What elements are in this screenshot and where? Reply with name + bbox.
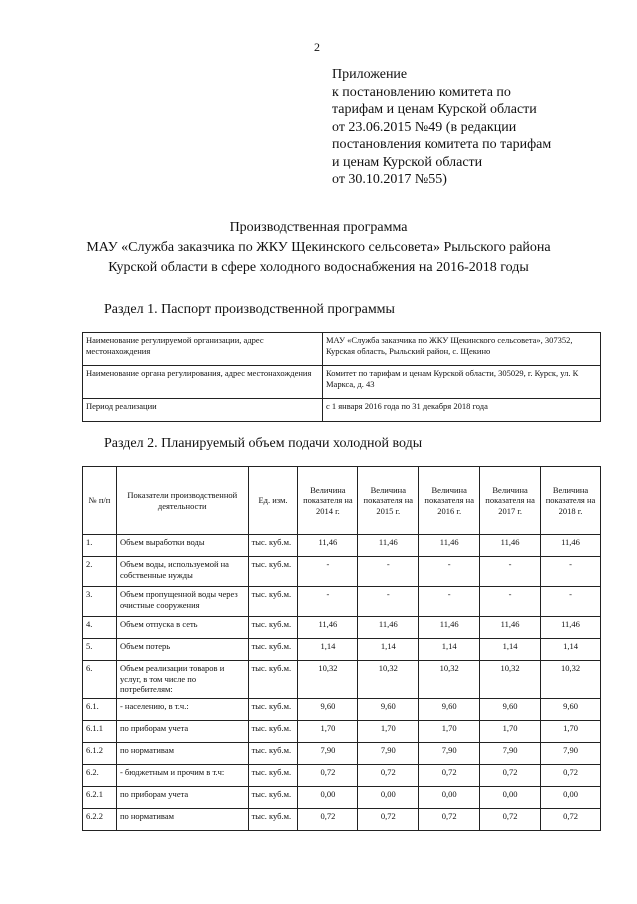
plan-cell-v2014: 1,14	[298, 639, 358, 661]
plan-cell-num: 6.	[83, 661, 117, 699]
plan-cell-name: Объем потерь	[116, 639, 248, 661]
plan-header-cell: Величина показателя на 2015 г.	[358, 467, 419, 535]
plan-cell-v2014: 7,90	[298, 743, 358, 765]
section1-title: Раздел 1. Паспорт производственной программы	[104, 302, 395, 317]
plan-cell-unit: тыс. куб.м.	[248, 557, 298, 587]
plan-cell-v2014: 10,32	[298, 661, 358, 699]
plan-cell-v2014: 1,70	[298, 721, 358, 743]
plan-cell-unit: тыс. куб.м.	[248, 721, 298, 743]
plan-cell-v2018: 1,70	[541, 721, 601, 743]
program-scope-line: Курской области в сфере холодного водоснабжения на 2016-2018 годы	[108, 260, 529, 275]
plan-cell-v2017: 9,60	[480, 699, 541, 721]
plan-cell-unit: тыс. куб.м.	[248, 765, 298, 787]
plan-cell-unit: тыс. куб.м.	[248, 809, 298, 831]
table-row	[83, 617, 601, 639]
plan-cell-v2016: 0,00	[419, 787, 480, 809]
plan-cell-num: 2.	[83, 557, 117, 587]
plan-cell-v2017: 7,90	[480, 743, 541, 765]
plan-cell-v2017: 0,72	[480, 765, 541, 787]
plan-cell-num: 6.1.1	[83, 721, 117, 743]
passport-label: Наименование регулируемой организации, адрес местонахождения	[83, 333, 323, 366]
passport-table	[82, 332, 601, 422]
plan-cell-num: 6.2.1	[83, 787, 117, 809]
plan-cell-v2015: 7,90	[358, 743, 419, 765]
plan-cell-v2015: 10,32	[358, 661, 419, 699]
passport-label: Наименование органа регулирования, адрес местонахождения	[83, 366, 323, 399]
page-number: 2	[314, 40, 320, 54]
table-row	[83, 557, 601, 587]
plan-cell-v2014: 0,72	[298, 809, 358, 831]
plan-header-cell: Ед. изм.	[248, 467, 298, 535]
plan-cell-v2016: -	[419, 587, 480, 617]
passport-row	[83, 399, 601, 422]
plan-cell-name: Объем пропущенной воды через очистные сооружения	[116, 587, 248, 617]
plan-cell-name: по нормативам	[116, 809, 248, 831]
plan-cell-v2017: 10,32	[480, 661, 541, 699]
table-row	[83, 587, 601, 617]
plan-cell-v2014: -	[298, 587, 358, 617]
table-row	[83, 639, 601, 661]
table-row	[83, 721, 601, 743]
appendix-line: Приложение	[332, 67, 408, 82]
plan-cell-v2016: 10,32	[419, 661, 480, 699]
plan-cell-v2015: 1,70	[358, 721, 419, 743]
plan-cell-name: Объем отпуска в сеть	[116, 617, 248, 639]
plan-cell-num: 6.2.	[83, 765, 117, 787]
plan-cell-v2015: 0,72	[358, 809, 419, 831]
table-row	[83, 661, 601, 699]
plan-cell-v2016: 11,46	[419, 617, 480, 639]
plan-cell-v2018: -	[541, 587, 601, 617]
plan-cell-v2018: 0,72	[541, 765, 601, 787]
table-row	[83, 809, 601, 831]
plan-cell-v2014: 11,46	[298, 535, 358, 557]
plan-cell-v2017: -	[480, 587, 541, 617]
plan-cell-name: по приборам учета	[116, 787, 248, 809]
plan-cell-v2018: -	[541, 557, 601, 587]
plan-cell-unit: тыс. куб.м.	[248, 743, 298, 765]
plan-cell-unit: тыс. куб.м.	[248, 787, 298, 809]
plan-cell-unit: тыс. куб.м.	[248, 699, 298, 721]
program-title: Производственная программа	[229, 220, 408, 235]
plan-cell-v2017: 1,70	[480, 721, 541, 743]
appendix-line: к постановлению комитета по	[332, 84, 511, 100]
plan-cell-v2015: 0,72	[358, 765, 419, 787]
appendix-line: от 23.06.2015 №49 (в редакции	[332, 119, 517, 135]
plan-cell-name: - населению, в т.ч.:	[116, 699, 248, 721]
plan-cell-v2017: 0,00	[480, 787, 541, 809]
plan-cell-v2017: 1,14	[480, 639, 541, 661]
plan-header-cell: № п/п	[83, 467, 117, 535]
plan-cell-v2015: 9,60	[358, 699, 419, 721]
appendix-line: от 30.10.2017 №55)	[332, 172, 447, 187]
passport-value: МАУ «Служба заказчика по ЖКУ Щекинского сельсовета», 307352, Курская область, Рыльский район, с. Щекино	[323, 333, 601, 366]
plan-cell-name: - бюджетным и прочим в т.ч:	[116, 765, 248, 787]
plan-cell-num: 6.1.	[83, 699, 117, 721]
plan-cell-v2014: 9,60	[298, 699, 358, 721]
passport-value: с 1 января 2016 года по 31 декабря 2018 года	[323, 399, 601, 422]
plan-cell-v2016: 1,70	[419, 721, 480, 743]
plan-cell-v2015: 11,46	[358, 535, 419, 557]
plan-cell-v2017: 11,46	[480, 617, 541, 639]
plan-cell-v2014: 11,46	[298, 617, 358, 639]
plan-cell-v2018: 11,46	[541, 535, 601, 557]
passport-label: Период реализации	[83, 399, 323, 422]
plan-cell-v2016: 11,46	[419, 535, 480, 557]
plan-table	[82, 466, 601, 831]
plan-cell-unit: тыс. куб.м.	[248, 617, 298, 639]
plan-cell-v2014: 0,72	[298, 765, 358, 787]
plan-cell-name: Объем воды, используемой на собственные нужды	[116, 557, 248, 587]
plan-cell-v2018: 1,14	[541, 639, 601, 661]
table-row	[83, 787, 601, 809]
plan-cell-v2016: 0,72	[419, 765, 480, 787]
plan-cell-v2016: 1,14	[419, 639, 480, 661]
appendix-line: постановления комитета по тарифам	[332, 137, 552, 152]
plan-cell-name: по нормативам	[116, 743, 248, 765]
plan-cell-num: 1.	[83, 535, 117, 557]
plan-cell-v2016: 9,60	[419, 699, 480, 721]
plan-cell-v2015: 0,00	[358, 787, 419, 809]
plan-cell-v2016: -	[419, 557, 480, 587]
plan-cell-unit: тыс. куб.м.	[248, 639, 298, 661]
plan-cell-v2017: -	[480, 557, 541, 587]
plan-cell-unit: тыс. куб.м.	[248, 661, 298, 699]
appendix-line: и ценам Курской области	[332, 154, 483, 170]
plan-header-cell: Величина показателя на 2014 г.	[298, 467, 358, 535]
plan-cell-v2018: 11,46	[541, 617, 601, 639]
plan-cell-v2015: 1,14	[358, 639, 419, 661]
plan-cell-unit: тыс. куб.м.	[248, 587, 298, 617]
plan-cell-name: по приборам учета	[116, 721, 248, 743]
table-row	[83, 743, 601, 765]
plan-cell-v2018: 0,72	[541, 809, 601, 831]
plan-cell-v2015: 11,46	[358, 617, 419, 639]
appendix-block	[332, 66, 622, 189]
table-row	[83, 535, 601, 557]
passport-value: Комитет по тарифам и ценам Курской области, 305029, г. Курск, ул. К Маркса, д. 43	[323, 366, 601, 399]
plan-cell-v2014: -	[298, 557, 358, 587]
plan-cell-v2018: 9,60	[541, 699, 601, 721]
plan-cell-v2014: 0,00	[298, 787, 358, 809]
plan-cell-v2018: 10,32	[541, 661, 601, 699]
plan-cell-v2016: 0,72	[419, 809, 480, 831]
plan-header-cell: Величина показателя на 2016 г.	[419, 467, 480, 535]
plan-cell-v2018: 7,90	[541, 743, 601, 765]
plan-cell-num: 4.	[83, 617, 117, 639]
plan-cell-num: 5.	[83, 639, 117, 661]
plan-cell-v2015: -	[358, 557, 419, 587]
plan-cell-num: 6.1.2	[83, 743, 117, 765]
plan-cell-v2017: 11,46	[480, 535, 541, 557]
plan-cell-name: Объем выработки воды	[116, 535, 248, 557]
plan-cell-v2015: -	[358, 587, 419, 617]
passport-row	[83, 333, 601, 366]
table-row	[83, 699, 601, 721]
plan-cell-v2016: 7,90	[419, 743, 480, 765]
plan-cell-name: Объем реализации товаров и услуг, в том числе по потребителям:	[116, 661, 248, 699]
section2-title: Раздел 2. Планируемый объем подачи холодной воды	[104, 436, 423, 451]
plan-header-cell: Величина показателя на 2018 г.	[541, 467, 601, 535]
plan-cell-num: 6.2.2	[83, 809, 117, 831]
plan-header-cell: Показатели производственной деятельности	[116, 467, 248, 535]
plan-cell-num: 3.	[83, 587, 117, 617]
table-row	[83, 765, 601, 787]
plan-cell-v2017: 0,72	[480, 809, 541, 831]
passport-row	[83, 366, 601, 399]
program-org-line: МАУ «Служба заказчика по ЖКУ Щекинского сельсовета» Рыльского района	[86, 240, 551, 255]
plan-header-cell: Величина показателя на 2017 г.	[480, 467, 541, 535]
plan-cell-unit: тыс. куб.м.	[248, 535, 298, 557]
appendix-line: тарифам и ценам Курской области	[332, 102, 537, 117]
plan-cell-v2018: 0,00	[541, 787, 601, 809]
